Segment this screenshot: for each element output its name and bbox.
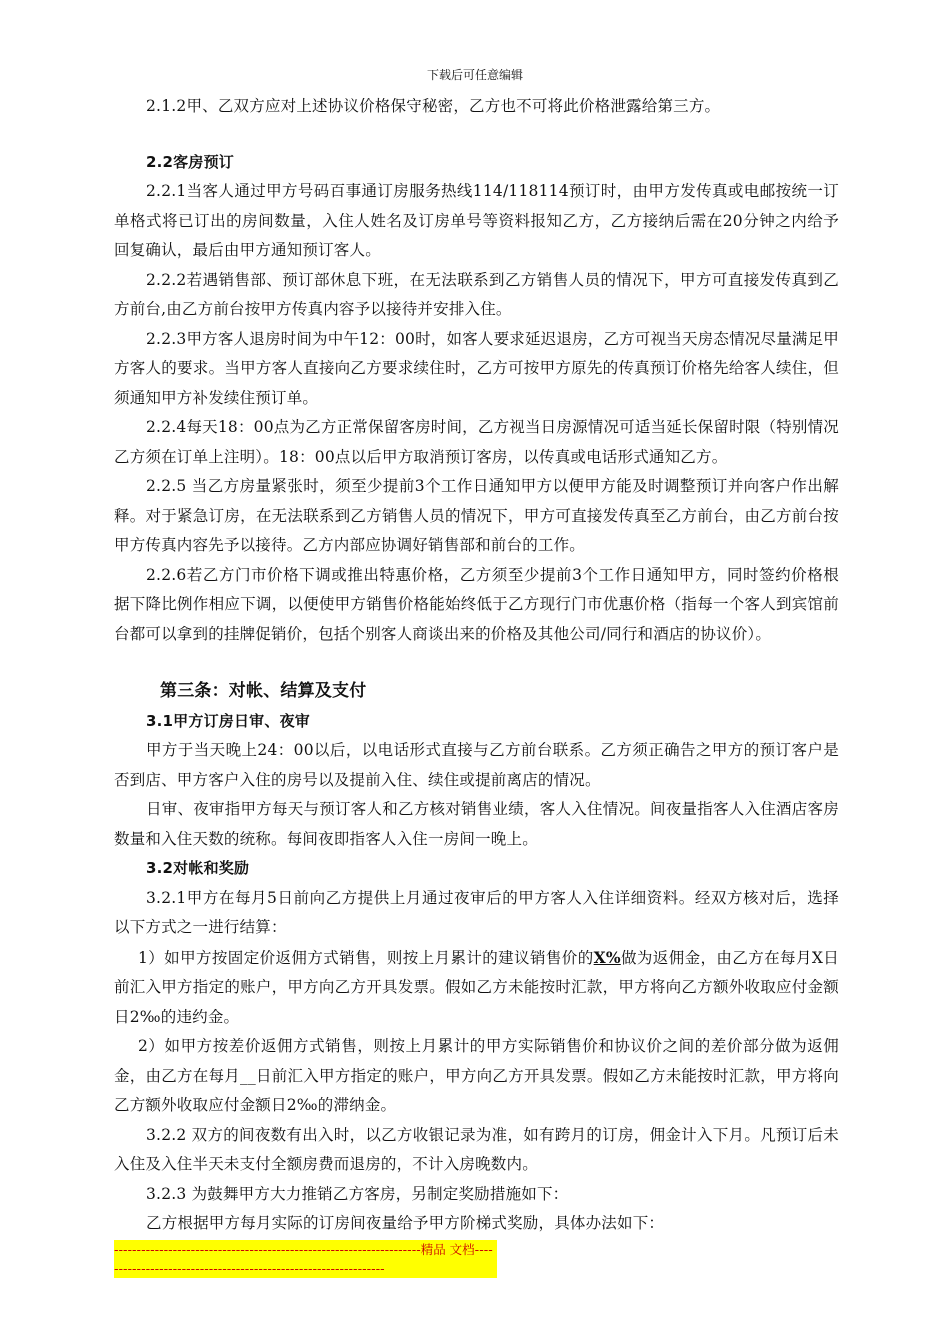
paragraph-reward-method: 乙方根据甲方每月实际的订房间夜量给予甲方阶梯式奖励，具体办法如下： [146, 1214, 665, 1232]
section-title-3-1: 3.1甲方订房日审、夜审 [146, 711, 310, 730]
paragraph-3-2-2: 3.2.2 双方的间夜数有出入时，以乙方收银记录为准，如有跨月的订房，佣金计入下月。凡预订后未入住及入住半天未支付全额房费而退房的，不计入房晚数内。 [114, 1125, 839, 1173]
footer-watermark-banner: --------------------------------------------------------------------精品 文档---------------------------------------------------------------- [114, 1240, 497, 1278]
section-title-2-2: 2.2客房预订 [146, 152, 234, 171]
option-1-text-before: 1）如甲方按固定价返佣方式销售，则按上月累计的建议销售价的 [138, 948, 594, 967]
option-1-paragraph [114, 943, 839, 1033]
paragraph-3-1-a: 甲方于当天晚上24：00以后，以电话形式直接与乙方前台联系。乙方须正确告之甲方的预订客户是否到店、甲方客户入住的房号以及提前入住、续住或提前离店的情况。 [114, 741, 839, 789]
paragraph-2-2-1: 2.2.1当客人通过甲方号码百事通订房服务热线114/118114预订时，由甲方发传真或电邮按统一订单格式将已订出的房间数量，入住人姓名及订房单号等资料报知乙方，乙方接纳后需在20分钟之内给予回复确认，最后由甲方通知预订客人。 [114, 182, 839, 259]
paragraph-2-2-2: 2.2.2若遇销售部、预订部休息下班，在无法联系到乙方销售人员的情况下，甲方可直接发传真到乙方前台,由乙方前台按甲方传真内容予以接待并安排入住。 [114, 270, 839, 318]
paragraph-2-1-2: 2.1.2甲、乙双方应对上述协议价格保守秘密，乙方也不可将此价格泄露给第三方。 [146, 97, 721, 115]
commission-percent: X% [593, 947, 621, 967]
page-header: 下载后可任意编辑 [426, 68, 523, 82]
paragraph-2-2-6: 2.2.6若乙方门市价格下调或推出特惠价格，乙方须至少提前3个工作日通知甲方，同时签约价格根据下降比例作相应下调，以便使甲方销售价格能始终低于乙方现行门市优惠价格（指每一个客人到宾馆前台都可以拿到的挂牌促销价，包括个别客人商谈出来的价格及其他公司/同行和酒店的协议价）。 [114, 565, 839, 643]
section-title-3-2: 3.2对帐和奖励 [146, 859, 250, 877]
paragraph-3-2-3: 3.2.3 为鼓舞甲方大力推销乙方客房，另制定奖励措施如下： [146, 1184, 569, 1203]
option-1-text-after: 做为返佣金，由乙方在每月X日前汇入甲方指定的账户，甲方向乙方开具发票。假如乙方未能按时汇款，甲方将向乙方额外收取应付金额日2‰的违约金。 [114, 948, 839, 1026]
paragraph-3-1-b: 日审、夜审指甲方每天与预订客人和乙方核对销售业绩，客人入住情况。间夜量指客人入住酒店客房数量和入住天数的统称。每间夜即指客人入住一房间一晚上。 [114, 800, 839, 848]
paragraph-2-2-5: 2.2.5 当乙方房量紧张时，须至少提前3个工作日通知甲方以便甲方能及时调整预订并向客户作出解释。对于紧急订房，在无法联系到乙方销售人员的情况下，甲方可直接发传真至乙方前台，由乙方前台按甲方传真内容先予以接待。乙方内部应协调好销售部和前台的工作。 [114, 477, 839, 554]
option-2-paragraph: 2）如甲方按差价返佣方式销售，则按上月累计的甲方实际销售价和协议价之间的差价部分做为返佣金，由乙方在每月__日前汇入甲方指定的账户，甲方向乙方开具发票。假如乙方未能按时汇款，甲方将向乙方额外收取应付金额日2‰的滞纳金。 [114, 1037, 839, 1114]
article-3-title: 第三条：对帐、结算及支付 [160, 681, 367, 701]
paragraph-3-2-1: 3.2.1甲方在每月5日前向乙方提供上月通过夜审后的甲方客人入住详细资料。经双方核对后，选择以下方式之一进行结算： [114, 888, 839, 936]
document-body [114, 92, 839, 1239]
paragraph-2-2-4: 2.2.4每天18：00点为乙方正常保留客房时间，乙方视当日房源情况可适当延长保留时限（特别情况乙方须在订单上注明）。18：00点以后甲方取消预订客房，以传真或电话形式通知乙方。 [114, 418, 839, 466]
paragraph-2-2-3: 2.2.3甲方客人退房时间为中午12：00时，如客人要求延迟退房，乙方可视当天房态情况尽量满足甲方客人的要求。当甲方客人直接向乙方要求续住时，乙方可按甲方原先的传真预订价格先给客人续住，但须通知甲方补发续住预订单。 [114, 329, 839, 407]
